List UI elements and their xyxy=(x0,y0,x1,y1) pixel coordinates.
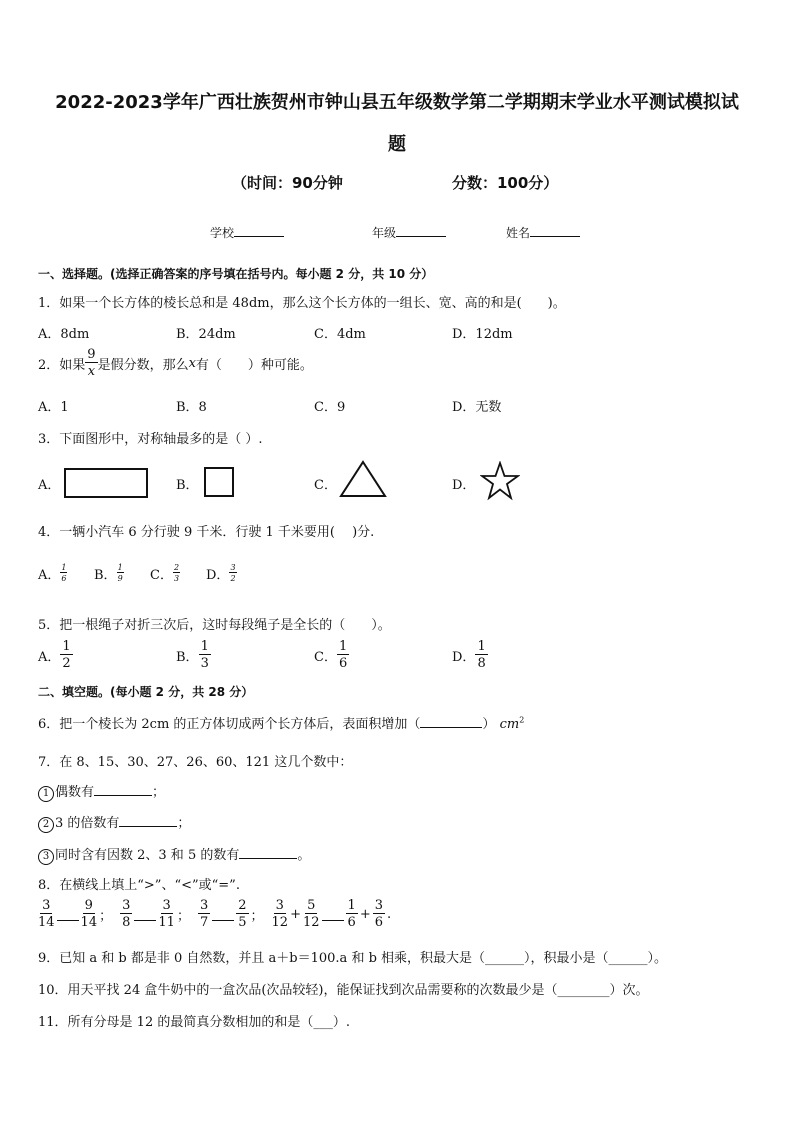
q8-p4-a2 xyxy=(303,899,320,929)
name-label: 姓名 xyxy=(506,226,531,240)
q7-item-3-blank[interactable] xyxy=(239,846,297,859)
q2-stem xyxy=(38,348,313,378)
q8-p3-a-den: 7 xyxy=(199,915,209,930)
q8-p3-b-den: 5 xyxy=(238,915,247,930)
q1-option-b[interactable]: B．24dm xyxy=(176,327,236,342)
q5-option-d-label: D． xyxy=(452,649,476,665)
q4-option-c-label: C． xyxy=(150,568,173,583)
q8-p2-a xyxy=(120,899,132,929)
q6-blank[interactable] xyxy=(420,715,482,728)
q4-option-c[interactable] xyxy=(150,564,180,583)
q7-item-1-blank[interactable] xyxy=(94,783,152,796)
q10-stem: 10．用天平找 24 盒牛奶中的一盒次品(次品较轻)，能保证找到次品需要称的次数最少是（________）次。 xyxy=(38,983,649,998)
title-line1: 2022-2023学年广西壮族贺州市钟山县五年级数学第二学期期末学业水平测试模拟试 xyxy=(55,92,739,113)
q1-option-a[interactable]: A．8dm xyxy=(38,327,90,342)
q7-item-2-blank[interactable] xyxy=(119,814,177,827)
q7-stem: 7．在 8、15、30、27、26、60、121 这几个数中： xyxy=(38,755,353,770)
q8-p2-a-den: 8 xyxy=(122,915,131,930)
q4-c-num: 2 xyxy=(173,563,180,572)
q6-close: ） xyxy=(482,717,496,732)
q2-option-d[interactable]: D．无数 xyxy=(452,400,502,415)
q8-p3-a xyxy=(198,899,210,929)
q8-p1-b-den: 14 xyxy=(80,915,98,930)
q8-stem: 8．在横线上填上“>”、“<”或“=”. xyxy=(38,878,240,893)
q1-option-c[interactable]: C．4dm xyxy=(314,327,366,342)
q8-p1-a xyxy=(38,899,55,929)
q8-p4-a1-num: 3 xyxy=(275,898,284,913)
q5-option-d[interactable] xyxy=(452,640,488,670)
q3-option-c[interactable]: C． xyxy=(314,478,337,493)
q3-option-a[interactable]: A． xyxy=(38,478,61,493)
q8-p4-plus2: + xyxy=(359,906,371,922)
q5-c-num: 1 xyxy=(338,639,348,654)
q4-d-den: 2 xyxy=(230,574,236,583)
q4-c-den: 3 xyxy=(173,574,180,583)
q8-p4-a2-den: 12 xyxy=(302,915,320,930)
q1-stem: 1．如果一个长方体的棱长总和是 48dm，那么这个长方体的一组长、宽、高的和是( )。 xyxy=(38,296,566,311)
q8-p4-b2 xyxy=(373,899,385,929)
q4-stem: 4．一辆小汽车 6 分行驶 9 千米．行驶 1 千米要用( )分. xyxy=(38,525,375,540)
q5-option-a-frac xyxy=(60,640,72,670)
q3-option-d[interactable]: D． xyxy=(452,478,476,493)
q2-option-c[interactable]: C．9 xyxy=(314,400,346,415)
q2-var: x xyxy=(188,355,196,371)
q7-item-2-text: 3 的倍数有 xyxy=(55,816,120,831)
q4-option-d-label: D． xyxy=(206,568,230,583)
q5-option-b-label: B． xyxy=(176,649,199,665)
q7-item-1-mark: 1 xyxy=(38,786,54,802)
square-icon xyxy=(204,467,234,497)
q7-item-3-end: 。 xyxy=(297,848,311,863)
q8-p4-a1 xyxy=(272,899,289,929)
q5-stem: 5．把一根绳子对折三次后，这时每段绳子是全长的（ ）。 xyxy=(38,618,391,633)
q8-p3-sep: ； xyxy=(250,908,264,924)
q7-item-3-mark: 3 xyxy=(38,849,54,865)
q9-stem: 9．已知 a 和 b 都是非 0 自然数，并且 a＋b＝100.a 和 b 相乘，积最大是（______），积最小是（______）。 xyxy=(38,951,668,966)
q5-option-c-frac xyxy=(337,640,349,670)
q5-b-den: 3 xyxy=(200,656,209,671)
q8-p2-b xyxy=(158,899,175,929)
q8-p3-blank[interactable] xyxy=(212,908,234,921)
q6-text: 6．把一个棱长为 2cm 的正方体切成两个长方体后，表面积增加（ xyxy=(38,717,421,732)
q5-option-b[interactable] xyxy=(176,640,211,670)
q2-frac-num: 9 xyxy=(87,347,96,362)
q7-item-3 xyxy=(38,844,310,865)
q8-p4-b1-den: 6 xyxy=(347,915,356,930)
q5-option-c[interactable] xyxy=(314,640,349,670)
q8-p2-a-num: 3 xyxy=(122,898,131,913)
q5-d-num: 1 xyxy=(477,639,486,654)
q8-comparisons xyxy=(38,899,391,929)
q8-p1-b xyxy=(81,899,98,929)
q4-b-den: 9 xyxy=(117,574,123,583)
q8-p4-plus: + xyxy=(290,906,301,922)
grade-label: 年级 xyxy=(372,226,397,240)
section2-heading: 二、填空题。(每小题 2 分，共 28 分） xyxy=(38,685,254,699)
star-icon xyxy=(480,461,520,501)
q8-p3-b-num: 2 xyxy=(238,898,247,913)
q4-b-num: 1 xyxy=(117,563,123,572)
school-label: 学校 xyxy=(210,226,235,240)
q8-p1-b-num: 9 xyxy=(84,898,93,913)
q3-option-b[interactable]: B． xyxy=(176,478,199,493)
q8-p4-a2-num: 5 xyxy=(307,898,316,913)
q8-p2-b-num: 3 xyxy=(162,898,171,913)
school-blank[interactable] xyxy=(234,224,284,237)
q8-p3-a-num: 3 xyxy=(199,898,209,913)
name-field[interactable] xyxy=(506,224,580,241)
q5-option-d-frac xyxy=(475,640,487,670)
q2-post: 有（ ）种可能。 xyxy=(195,357,313,373)
grade-blank[interactable] xyxy=(396,224,446,237)
q4-option-c-frac xyxy=(173,564,180,583)
q1-option-d[interactable]: D．12dm xyxy=(452,327,513,342)
q8-p4-a1-den: 12 xyxy=(271,915,289,930)
title-line2: 题 xyxy=(388,134,406,155)
q8-p4-end: . xyxy=(387,906,392,922)
q2-pre: 2．如果 xyxy=(38,357,86,373)
q4-a-den: 6 xyxy=(61,574,67,583)
q8-p4-b1 xyxy=(346,899,358,929)
q4-option-d[interactable] xyxy=(206,564,237,583)
q8-p1-blank[interactable] xyxy=(57,908,79,921)
q7-item-1 xyxy=(38,781,165,802)
q8-p1-sep: ； xyxy=(99,908,113,924)
q2-mid: 是假分数，那么 xyxy=(97,357,189,373)
q8-p2-blank[interactable] xyxy=(134,908,156,921)
q2-frac-den: x xyxy=(87,364,96,379)
section1-heading: 一、选择题。(选择正确答案的序号填在括号内。每小题 2 分，共 10 分） xyxy=(38,267,434,281)
q3-stem: 3．下面图形中，对称轴最多的是（ ）. xyxy=(38,432,263,447)
q5-option-a[interactable] xyxy=(38,640,73,670)
q11-stem: 11．所有分母是 12 的最简真分数相加的和是（___）. xyxy=(38,1015,350,1030)
q7-item-1-text: 偶数有 xyxy=(55,785,95,800)
exam-time: （时间：90分钟 xyxy=(232,174,343,192)
q2-option-a[interactable]: A．1 xyxy=(38,400,69,415)
q8-p4-b2-den: 6 xyxy=(374,915,383,930)
q8-p2-b-den: 11 xyxy=(158,915,175,930)
q5-b-num: 1 xyxy=(200,639,209,654)
q4-option-d-frac xyxy=(229,564,236,583)
q8-p4-blank[interactable] xyxy=(322,908,344,921)
q8-p4-b1-num: 1 xyxy=(347,898,356,913)
q6-unit: cm xyxy=(499,717,520,732)
q7-item-2-end: ； xyxy=(177,816,191,831)
q6-stem xyxy=(38,713,524,732)
q5-a-num: 1 xyxy=(62,639,71,654)
q4-option-a-label: A． xyxy=(38,568,61,583)
q7-item-3-text: 同时含有因数 2、3 和 5 的数有 xyxy=(55,848,240,863)
q4-option-b[interactable] xyxy=(94,564,124,583)
q4-option-a-frac xyxy=(60,564,67,583)
q5-option-b-frac xyxy=(199,640,211,670)
q4-d-num: 3 xyxy=(230,563,236,572)
q8-p3-b xyxy=(236,899,248,929)
q6-unit-exp: 2 xyxy=(519,715,525,725)
q7-item-1-end: ； xyxy=(152,785,166,800)
q7-item-2-mark: 2 xyxy=(38,817,54,833)
q5-option-c-label: C． xyxy=(314,649,337,665)
q5-c-den: 6 xyxy=(338,656,348,671)
q2-option-b[interactable]: B．8 xyxy=(176,400,207,415)
q5-d-den: 8 xyxy=(477,656,486,671)
exam-score: 分数：100分） xyxy=(452,174,559,192)
q5-a-den: 2 xyxy=(62,656,71,671)
q8-p1-a-den: 14 xyxy=(38,915,55,930)
triangle-icon xyxy=(338,460,388,498)
rectangle-icon xyxy=(64,468,148,498)
q8-p2-sep: ； xyxy=(176,908,190,924)
name-blank[interactable] xyxy=(530,224,580,237)
q8-p1-a-num: 3 xyxy=(42,898,51,913)
q4-option-a[interactable] xyxy=(38,564,67,583)
q4-option-b-label: B． xyxy=(94,568,117,583)
grade-field[interactable] xyxy=(372,224,446,241)
school-field[interactable] xyxy=(210,224,284,241)
q5-option-a-label: A． xyxy=(38,649,61,665)
q7-item-2 xyxy=(38,812,190,833)
q8-p4-b2-num: 3 xyxy=(374,898,383,913)
q2-fraction xyxy=(85,348,97,378)
q4-a-num: 1 xyxy=(61,563,67,572)
q4-option-b-frac xyxy=(117,564,124,583)
